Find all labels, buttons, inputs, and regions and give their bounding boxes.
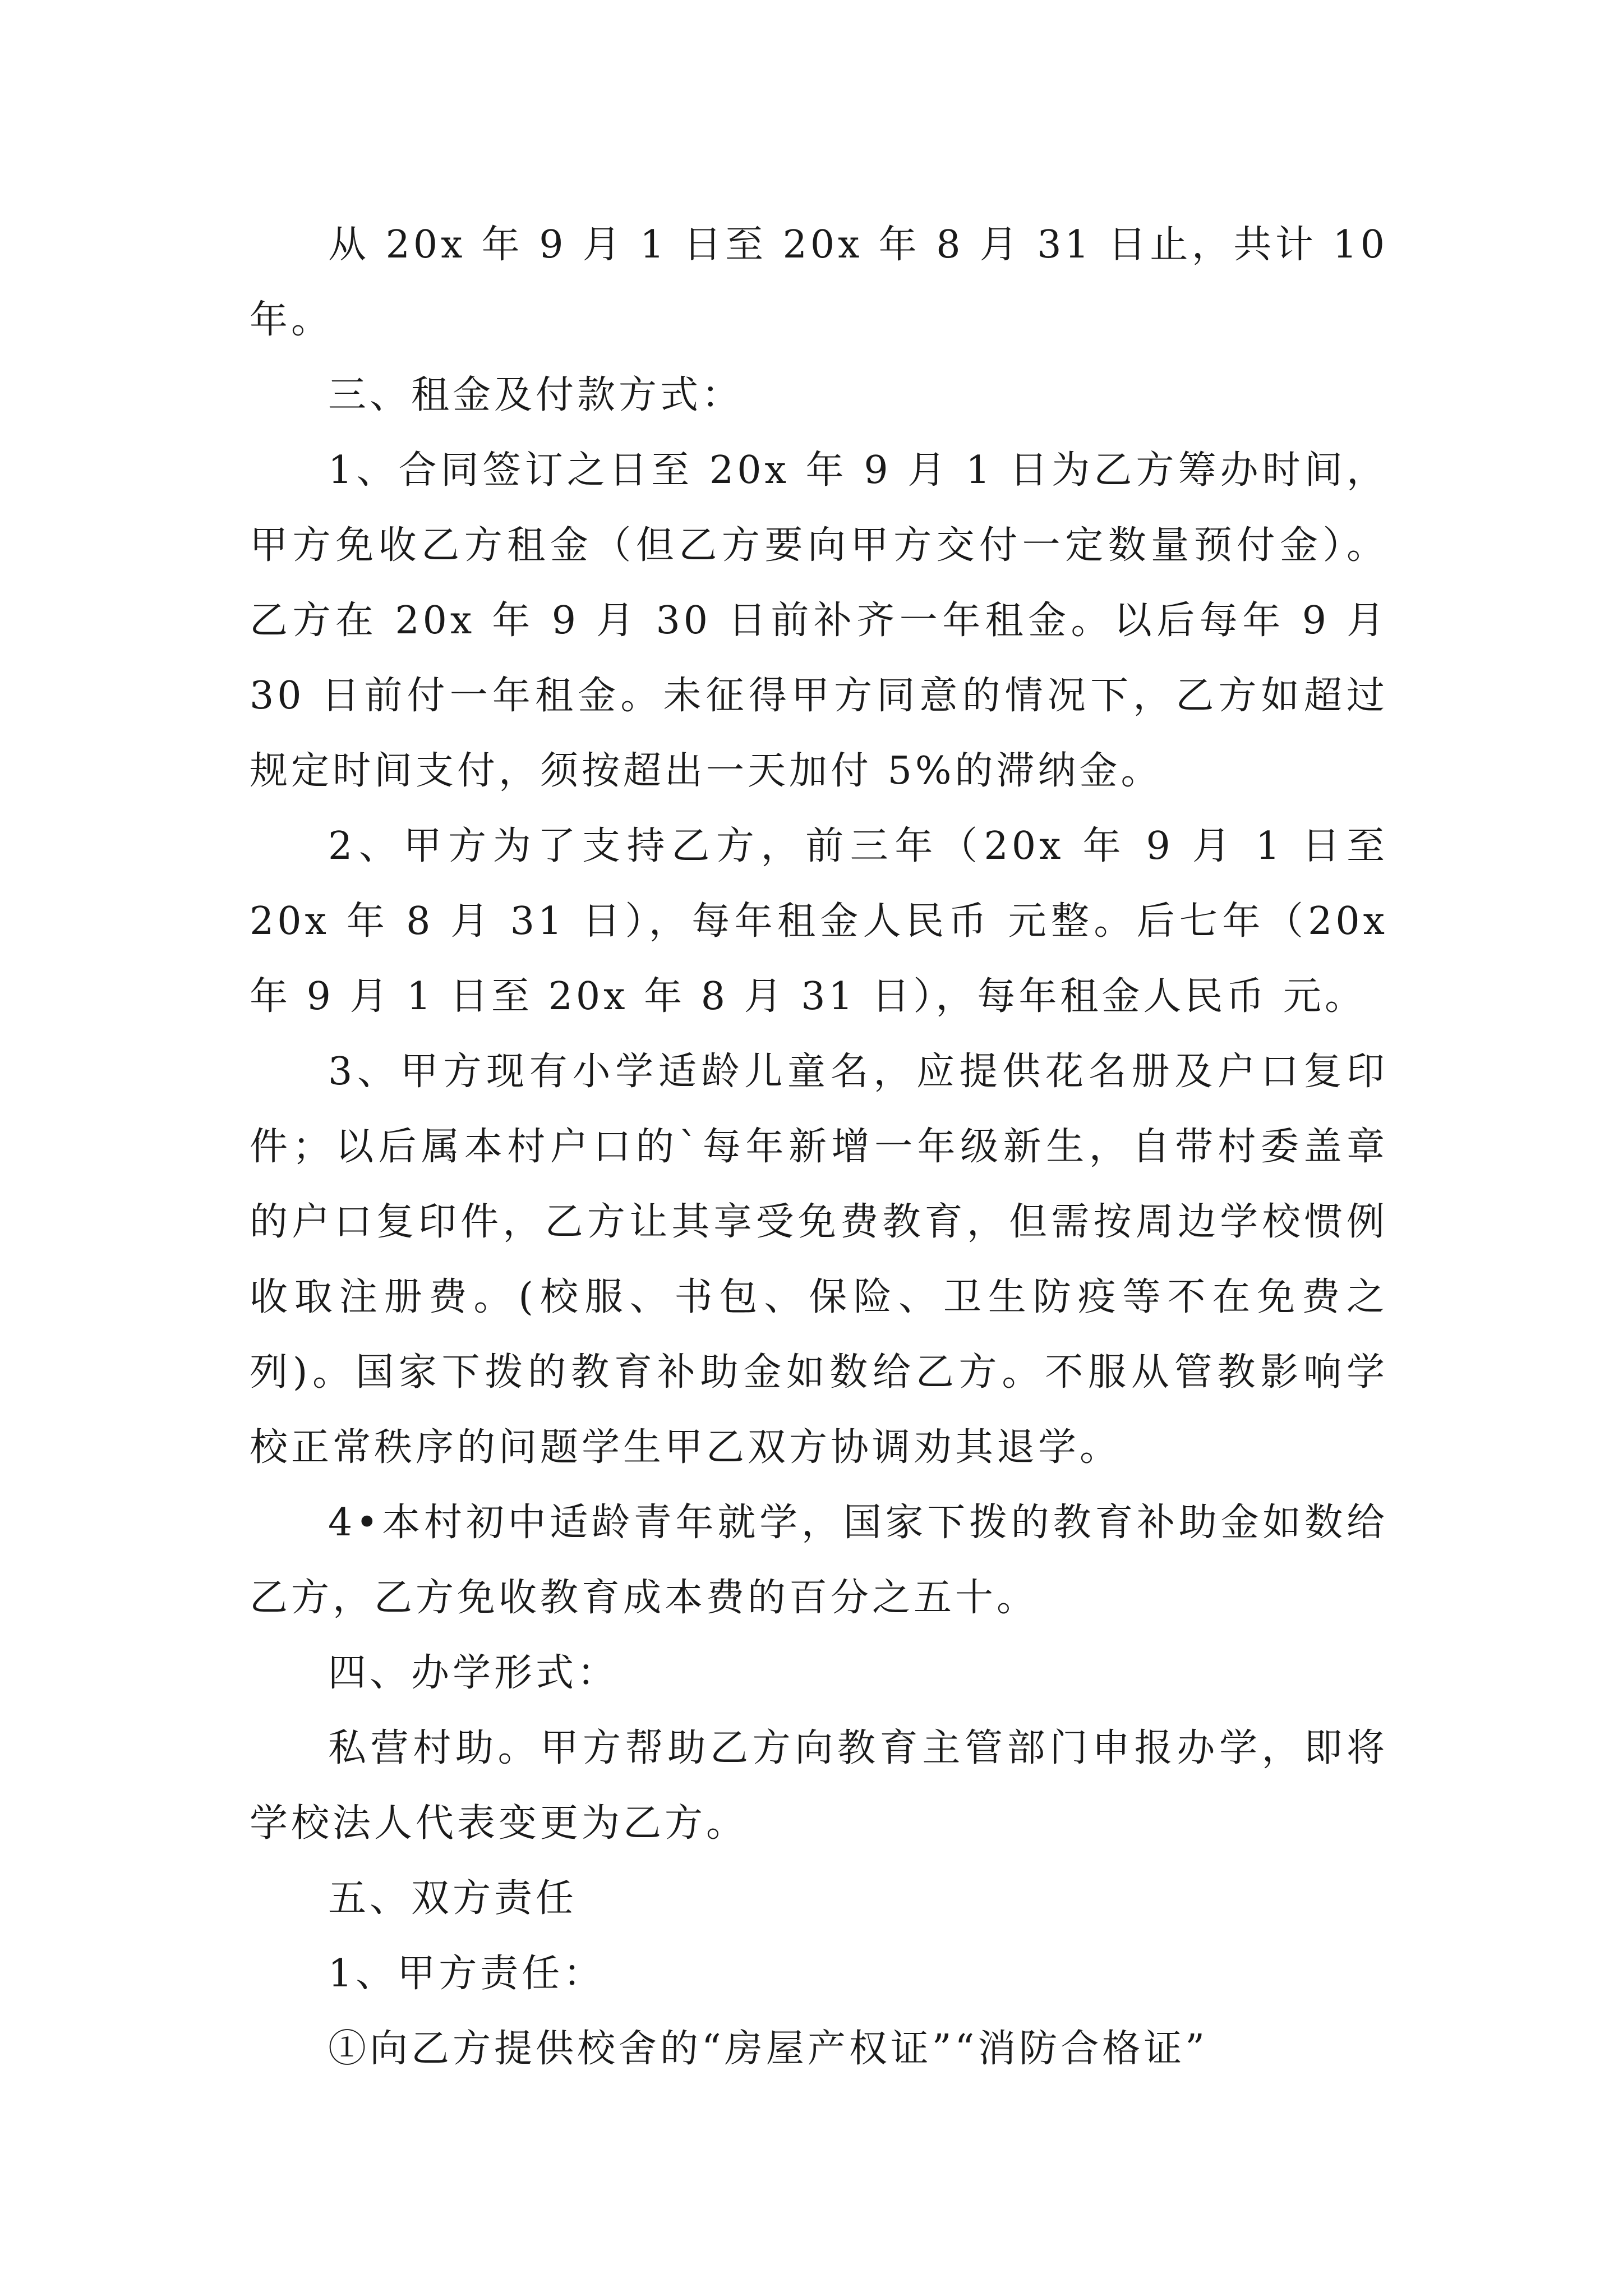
paragraph-rent-item-2: 2、甲方为了支持乙方，前三年（20x 年 9 月 1 日至 20x 年 8 月 31 日），每年租金人民币 元整。后七年（20x 年 9 月 1 日至 20x 年 8 月 31 日），每年租金人民币 元。 (250, 824, 1388, 1019)
section-heading-school-form: 四、办学形式： (328, 1651, 619, 1695)
subheading-party-a-responsibilities: 1、甲方责任： (328, 1952, 605, 1996)
paragraph-rent-item-3: 3、甲方现有小学适龄儿童名，应提供花名册及户口复印件；以后属本村户口的`每年新增一年级新生，自带村委盖章的户口复印件，乙方让其享受免费教育，但需按周边学校惯例收取注册费。(校服、书包、保险、卫生防疫等不在免费之列)。国家下拨的教育补助金如数给乙方。不服从管教影响学校正常秩序的问题学生甲乙双方协调劝其退学。 (250, 1050, 1388, 1470)
section-heading-rent-payment: 三、租金及付款方式： (328, 373, 744, 417)
paragraph-rent-item-1: 1、合同签订之日至 20x 年 9 月 1 日为乙方筹办时间，甲方免收乙方租金（但乙方要向甲方交付一定数量预付金）。乙方在 20x 年 9 月 30 日前补齐一年租金。以后每年 9 月 30 日前付一年租金。未征得甲方同意的情况下，乙方如超过规定时间支付，须按超出一天加付 5%的滞纳金。 (250, 448, 1388, 793)
paragraph-lease-term: 从 20x 年 9 月 1 日至 20x 年 8 月 31 日止，共计 10 年。 (250, 223, 1388, 342)
document-body (250, 208, 1388, 2087)
paragraph-party-a-item-1: ①向乙方提供校舍的“房屋产权证”“消防合格证” (328, 2027, 1209, 2071)
section-heading-responsibilities: 五、双方责任 (328, 1876, 578, 1921)
paragraph-school-form: 私营村助。甲方帮助乙方向教育主管部门申报办学，即将学校法人代表变更为乙方。 (250, 1726, 1388, 1846)
paragraph-rent-item-4: 4•本村初中适龄青年就学，国家下拨的教育补助金如数给乙方，乙方免收教育成本费的百分之五十。 (250, 1501, 1388, 1620)
